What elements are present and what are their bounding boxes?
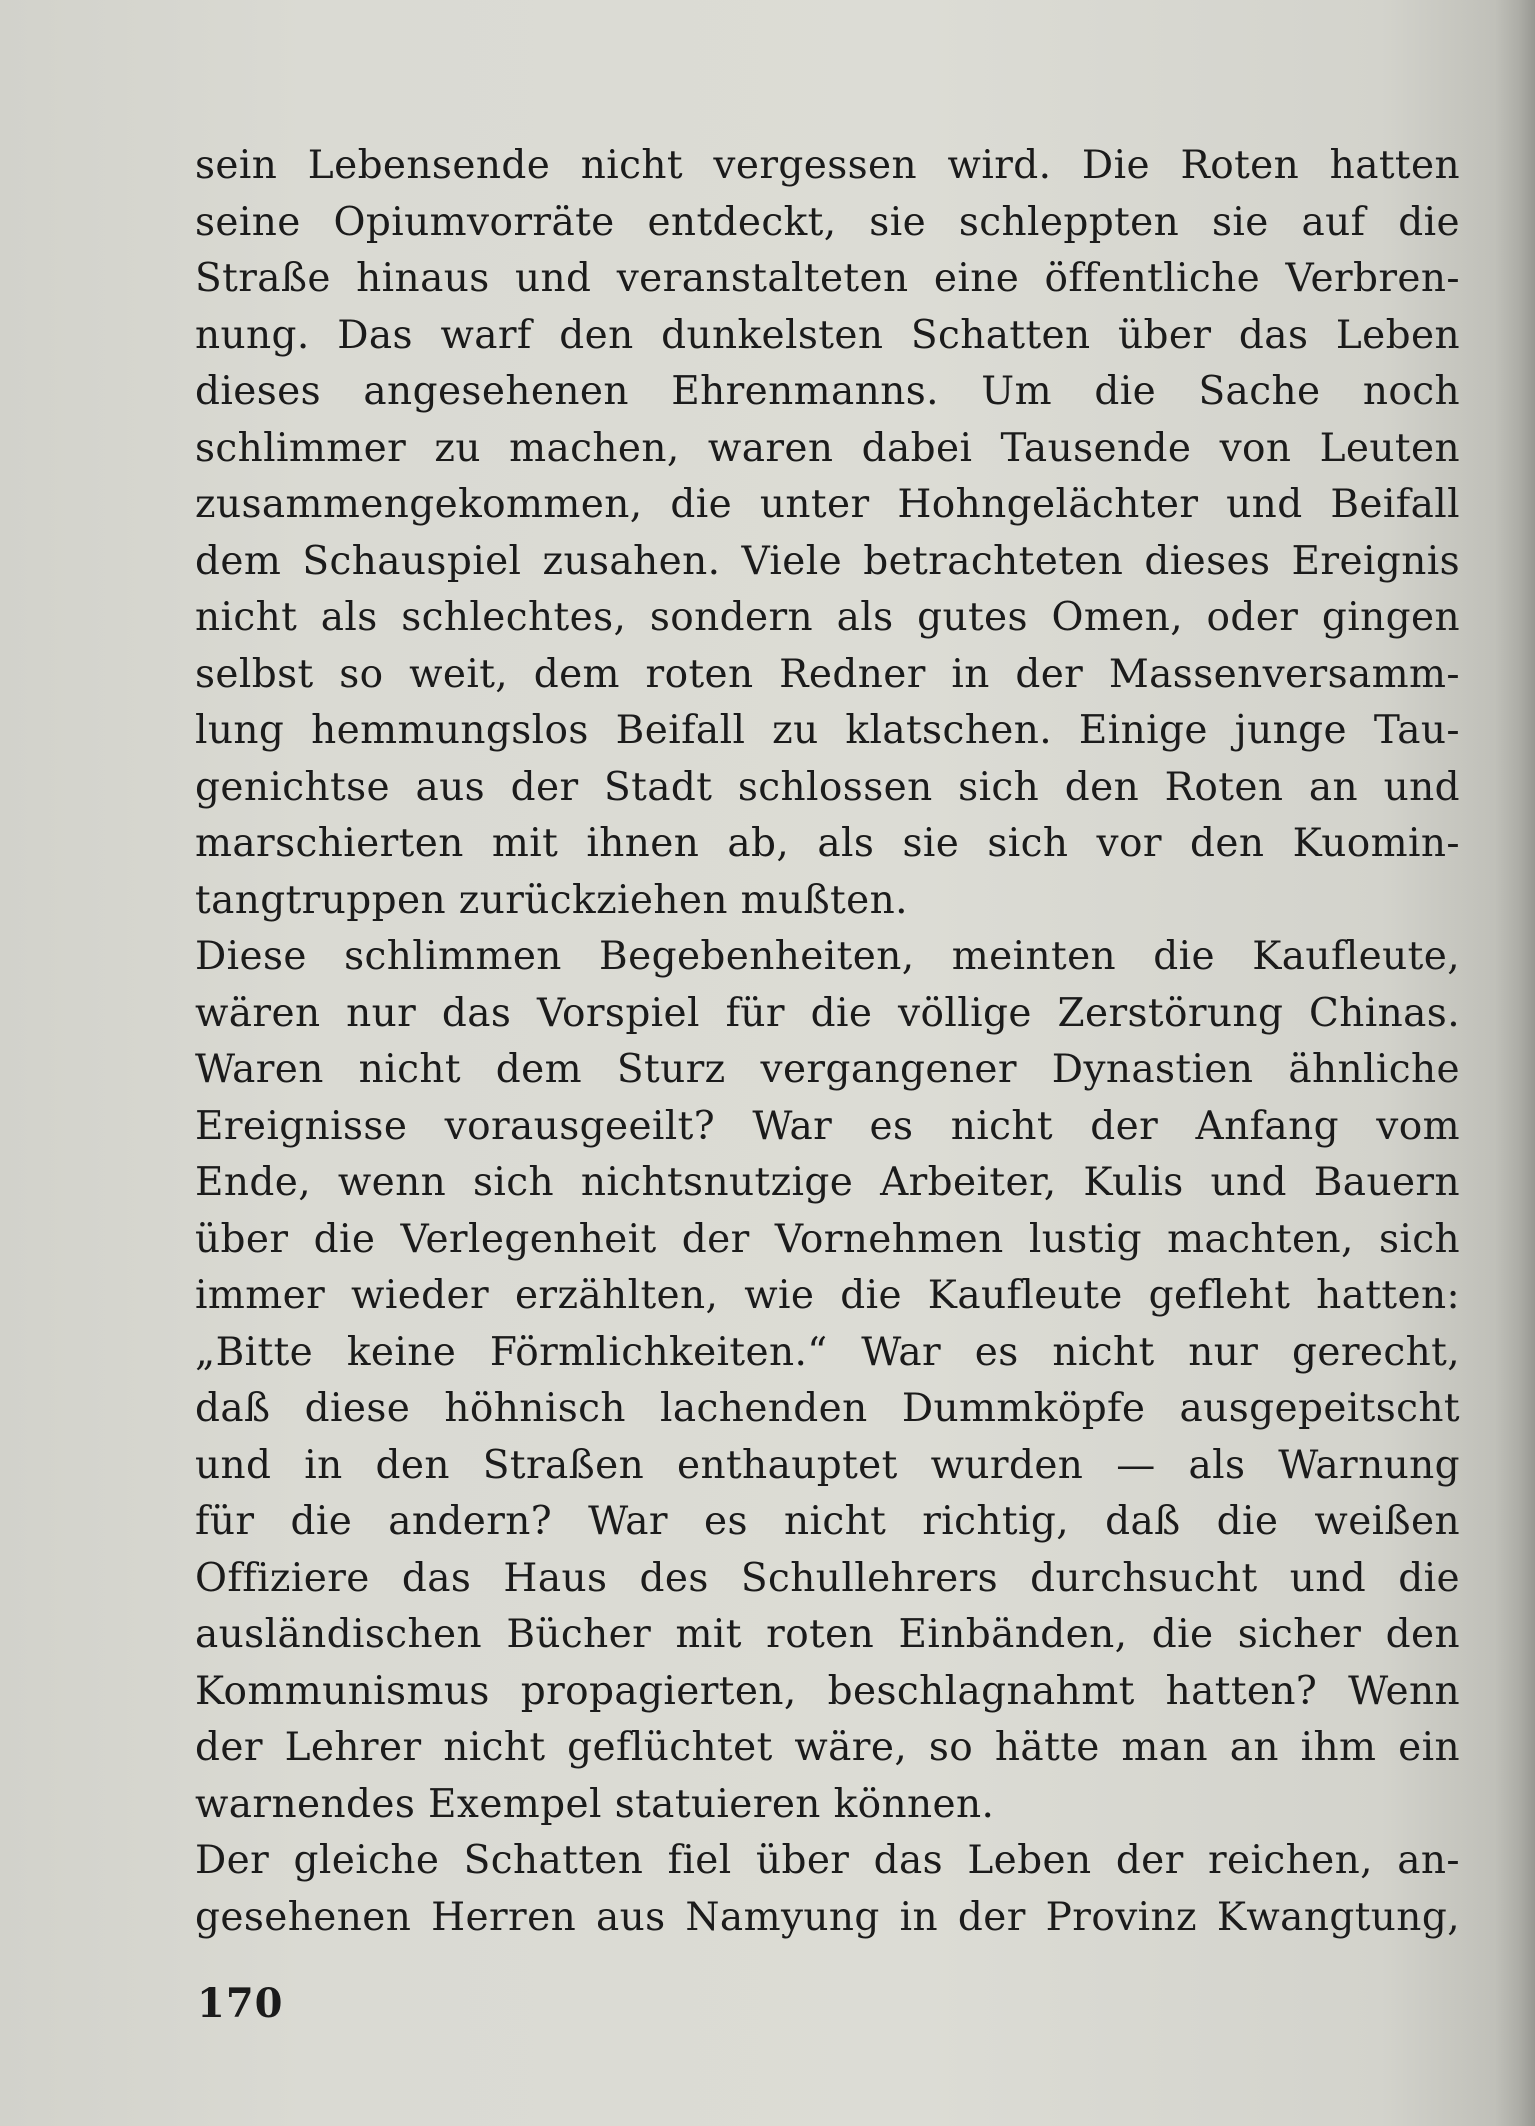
text-line: Waren nicht dem Sturz vergangener Dynastien ähnliche bbox=[195, 1047, 1460, 1092]
text-line: Offiziere das Haus des Schullehrers durchsucht und die bbox=[195, 1555, 1460, 1601]
text-line: seine Opiumvorräte entdeckt, sie schleppten sie auf die bbox=[195, 199, 1460, 245]
text-line: Ereignisse vorausgeeilt? War es nicht der Anfang vom bbox=[195, 1103, 1460, 1149]
text-line: selbst so weit, dem roten Redner in der Massenversamm- bbox=[195, 651, 1460, 697]
text-line: gesehenen Herren aus Namyung in der Provinz Kwangtung, bbox=[195, 1894, 1460, 1940]
text-line: über die Verlegenheit der Vornehmen lustig machten, sich bbox=[195, 1216, 1460, 1262]
page-number: 170 bbox=[197, 1980, 284, 2027]
text-line: für die andern? War es nicht richtig, daß die weißen bbox=[195, 1499, 1460, 1544]
text-line: tangtruppen zurückziehen mußten. bbox=[195, 877, 908, 923]
text-line: Ende, wenn sich nichtsnutzige Arbeiter, Kulis und Bauern bbox=[195, 1160, 1460, 1205]
text-line: dieses angesehenen Ehrenmanns. Um die Sache noch bbox=[195, 369, 1460, 414]
text-line: genichtse aus der Stadt schlossen sich den Roten an und bbox=[195, 764, 1460, 810]
text-line: Straße hinaus und veranstalteten eine öffentliche Verbren- bbox=[195, 256, 1460, 301]
text-line: lung hemmungslos Beifall zu klatschen. Einige junge Tau- bbox=[195, 708, 1460, 753]
text-line: und in den Straßen enthauptet wurden — als Warnung bbox=[195, 1442, 1460, 1488]
text-line: Diese schlimmen Begebenheiten, meinten die Kaufleute, bbox=[195, 934, 1460, 979]
text-line: ausländischen Bücher mit roten Einbänden, die sicher den bbox=[195, 1612, 1460, 1657]
text-line: daß diese höhnisch lachenden Dummköpfe ausgepeitscht bbox=[195, 1386, 1460, 1431]
text-line: zusammengekommen, die unter Hohngelächter und Beifall bbox=[195, 482, 1460, 527]
text-line: warnendes Exempel statuieren können. bbox=[195, 1781, 995, 1827]
text-line: Der gleiche Schatten fiel über das Leben der reichen, an- bbox=[195, 1838, 1460, 1883]
text-line: immer wieder erzählten, wie die Kaufleute gefleht hatten: bbox=[195, 1273, 1460, 1318]
text-line: schlimmer zu machen, waren dabei Tausende von Leuten bbox=[195, 425, 1460, 471]
text-line: nicht als schlechtes, sondern als gutes Omen, oder gingen bbox=[195, 595, 1460, 640]
text-line: nung. Das warf den dunkelsten Schatten über das Leben bbox=[195, 312, 1460, 358]
page-edge-shadow bbox=[1495, 0, 1535, 2126]
text-line: sein Lebensende nicht vergessen wird. Die Roten hatten bbox=[195, 143, 1460, 188]
text-line: marschierten mit ihnen ab, als sie sich vor den Kuomin- bbox=[195, 821, 1460, 866]
text-line: dem Schauspiel zusahen. Viele betrachteten dieses Ereignis bbox=[195, 538, 1460, 584]
text-line: „Bitte keine Förmlichkeiten.“ War es nicht nur gerecht, bbox=[195, 1329, 1460, 1375]
text-line: wären nur das Vorspiel für die völlige Zerstörung Chinas. bbox=[195, 990, 1460, 1036]
text-line: Kommunismus propagierten, beschlagnahmt hatten? Wenn bbox=[195, 1668, 1460, 1714]
body-text bbox=[195, 138, 1460, 1946]
text-line: der Lehrer nicht geflüchtet wäre, so hätte man an ihm ein bbox=[195, 1725, 1460, 1770]
